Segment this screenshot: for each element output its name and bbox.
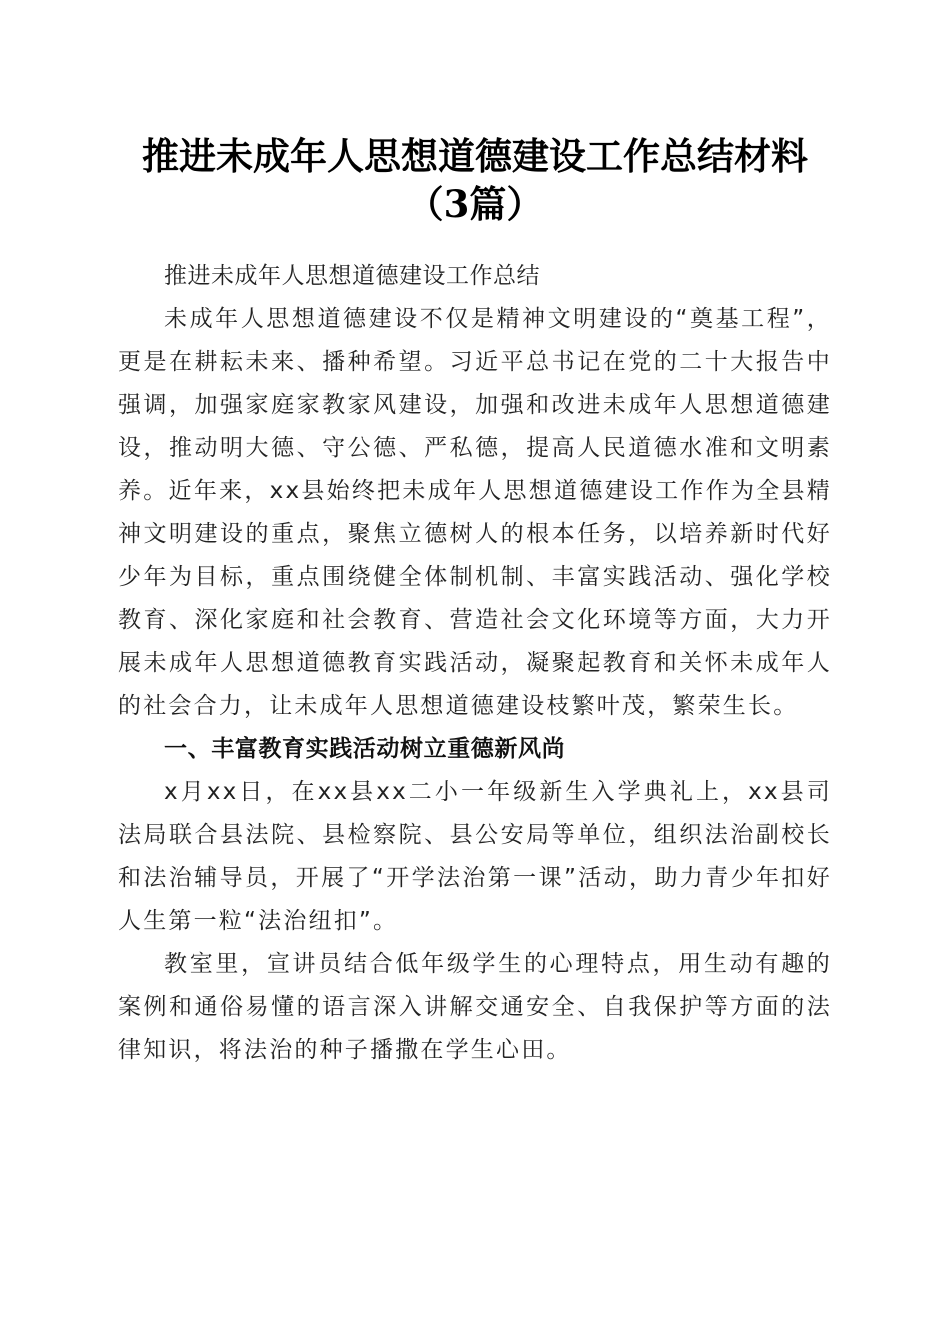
section-paragraph: 教室里，宣讲员结合低年级学生的心理特点，用生动有趣的案例和通俗易懂的语言深入讲解交通安全、自我保护等方面的法律知识，将法治的种子播撒在学生心田。 [118,951,832,1063]
document-title: 推进未成年人思想道德建设工作总结材料（3篇） [142,134,808,226]
section-heading: 一、丰富教育实践活动树立重德新风尚 [164,736,566,762]
section-paragraph: x月xx日，在xx县xx二小一年级新生入学典礼上，xx县司法局联合县法院、县检察院、县公安局等单位，组织法治副校长和法治辅导员，开展了“开学法治第一课”活动，助力青少年扣好人生第一粒“法治纽扣”。 [118,779,832,934]
document-subtitle: 推进未成年人思想道德建设工作总结 [164,263,540,289]
document-body [118,255,832,1072]
intro-paragraph: 未成年人思想道德建设不仅是精神文明建设的“奠基工程”，更是在耕耘未来、播种希望。习近平总书记在党的二十大报告中强调，加强家庭家教家风建设，加强和改进未成年人思想道德建设，推动明大德、守公德、严私德，提高人民道德水准和文明素养。近年来，xx县始终把未成年人思想道德建设工作作为全县精神文明建设的重点，聚焦立德树人的根本任务，以培养新时代好少年为目标，重点围绕健全体制机制、丰富实践活动、强化学校教育、深化家庭和社会教育、营造社会文化环境等方面，大力开展未成年人思想道德教育实践活动，凝聚起教育和关怀未成年人的社会合力，让未成年人思想道德建设枝繁叶茂，繁荣生长。 [118,306,832,719]
